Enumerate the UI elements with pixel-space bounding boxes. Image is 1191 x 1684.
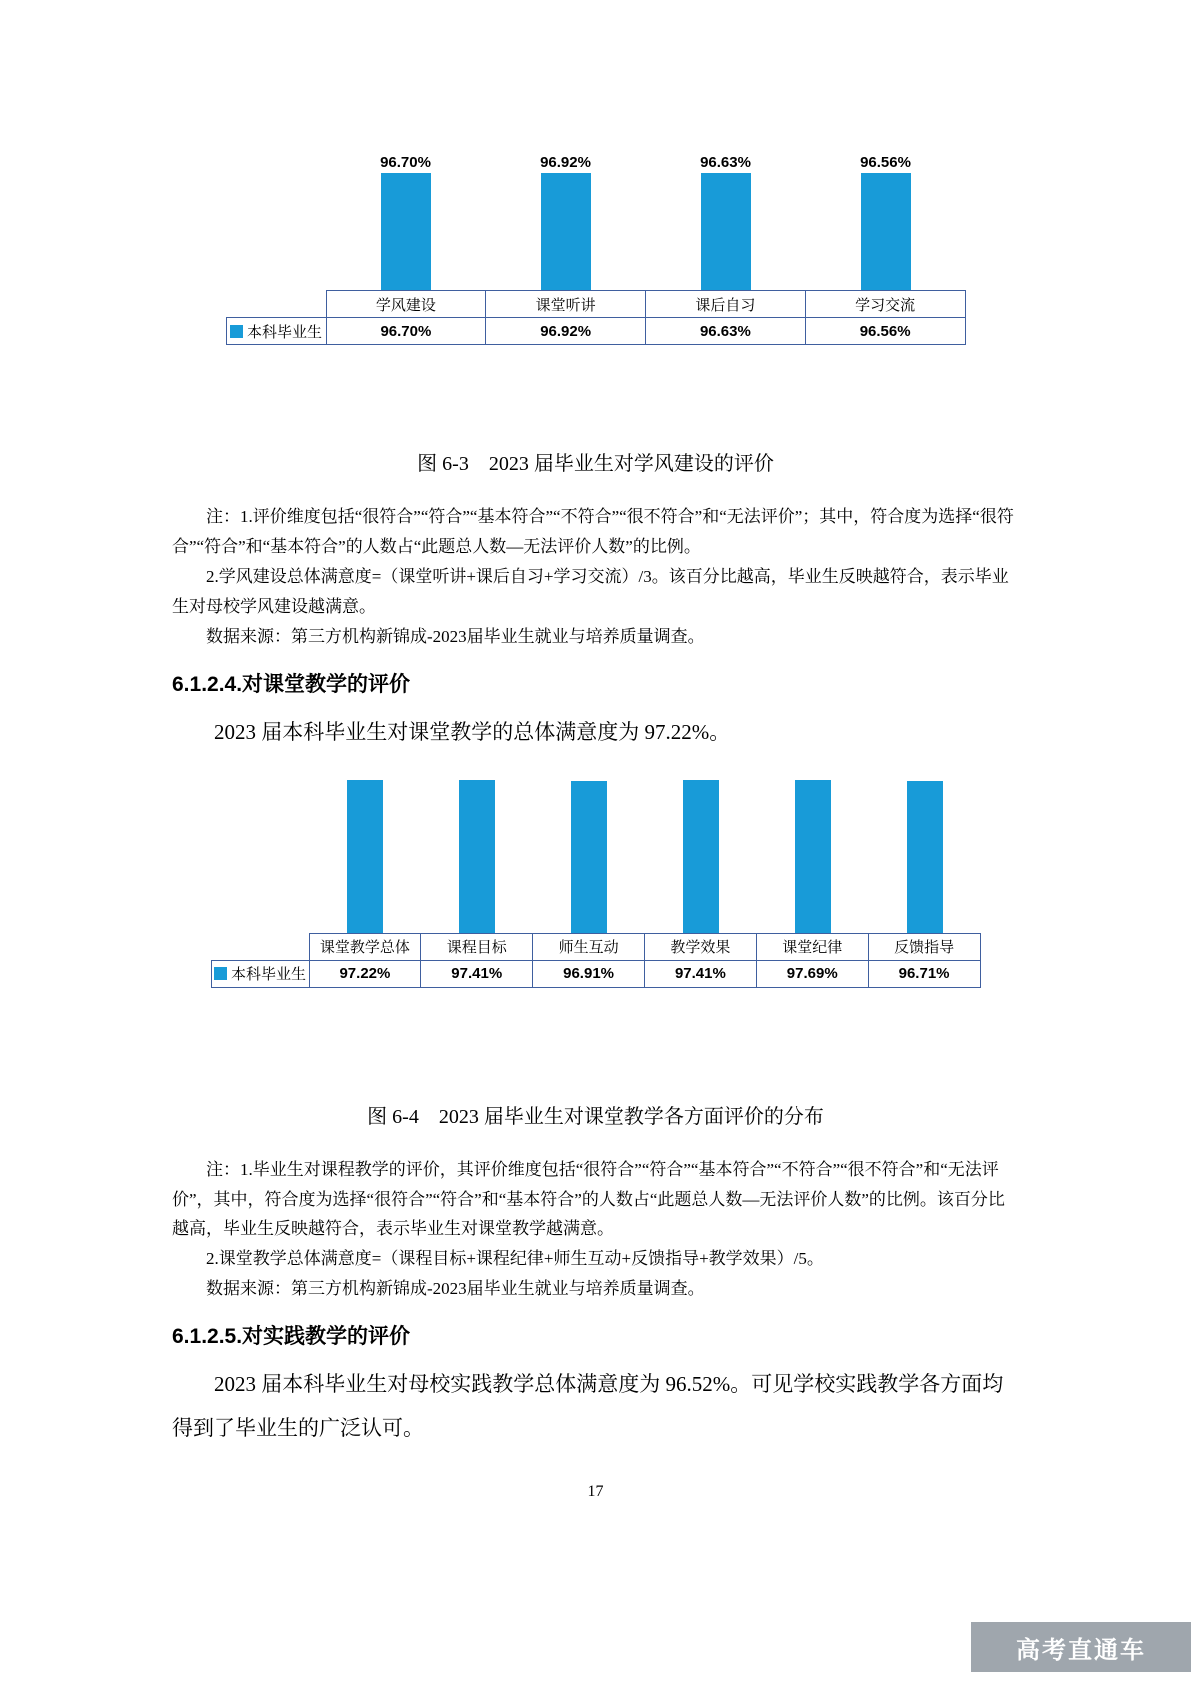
figure-6-3-data-table: [226, 290, 966, 345]
bar: [907, 781, 943, 933]
bar-column: [806, 150, 966, 290]
legend-label: 本科毕业生: [230, 967, 306, 984]
bar-value-label: 96.92%: [540, 153, 591, 171]
value-cell: 96.92%: [486, 318, 646, 345]
note-paragraph: 数据来源：第三方机构新锦成-2023届毕业生就业与培养质量调查。: [206, 1279, 705, 1299]
value-cell: 96.70%: [326, 318, 486, 345]
note-paragraph: 注：1.评价维度包括“很符合”“符合”“基本符合”“不符合”“很不符合”和“无法评价”；其中，符合度为选择“很符合”“符合”和“基本符合”的人数占“此题总人数—无法评价人数”的比例。: [172, 507, 1014, 556]
bar-column: [326, 150, 486, 290]
bar-column: [646, 150, 806, 290]
value-cell: 97.22%: [309, 960, 421, 987]
figure-6-4-data-table: [211, 933, 981, 988]
category-header-cell: 学习交流: [805, 291, 965, 318]
note-paragraph: 2.学风建设总体满意度=（课堂听讲+课后自习+学习交流）/3。该百分比越高，毕业生反映越符合，表示毕业生对母校学风建设越满意。: [172, 566, 1009, 616]
legend-spacer-cell: [226, 291, 326, 318]
bar: [701, 173, 751, 290]
bar-column: [757, 780, 869, 933]
bar-column: [486, 150, 646, 290]
figure-6-3-caption: 图 6-3 2023 届毕业生对学风建设的评价: [417, 453, 774, 475]
bar-column: [645, 780, 757, 933]
figure-6-4-notes: [172, 1155, 1019, 1305]
note-paragraph: 注：1.毕业生对课程教学的评价，其评价维度包括“很符合”“符合”“基本符合”“不符合”“很不符合”和“无法评价”，其中，符合度为选择“很符合”“符合”和“基本符合”的人数占“此题总人数—无法评价人数”的比例。该百分比越高，毕业生反映越符合，表示毕业生对课堂教学越满意。: [172, 1159, 1005, 1239]
figure-6-3-bars: [326, 150, 966, 290]
page-content: [0, 150, 1191, 1450]
bar: [381, 173, 431, 290]
figure-6-4-bars: [309, 780, 981, 933]
category-header-cell: 学风建设: [326, 291, 486, 318]
value-cell: 96.91%: [533, 960, 645, 987]
bar: [541, 173, 591, 290]
legend-marker-icon: [230, 325, 243, 338]
value-cell: 96.56%: [805, 318, 965, 345]
bar-value-label: 96.70%: [380, 154, 431, 171]
category-header-cell: 课堂纪律: [756, 933, 868, 960]
category-header-cell: 反馈指导: [868, 933, 980, 960]
bar: [861, 173, 911, 290]
legend-label: 本科毕业生: [246, 324, 322, 341]
bar: [459, 780, 495, 933]
bar: [683, 780, 719, 933]
legend-spacer-cell: [211, 933, 309, 960]
figure-6-4-chart: [211, 780, 981, 988]
bar: [795, 780, 831, 933]
note-paragraph: 数据来源：第三方机构新锦成-2023届毕业生就业与培养质量调查。: [206, 626, 705, 646]
figure-6-3-notes: [172, 502, 1019, 652]
value-cell: 97.69%: [756, 960, 868, 987]
section-heading-6-1-2-5: 6.1.2.5.对实践教学的评价: [172, 1325, 411, 1349]
note-paragraph: 2.课堂教学总体满意度=（课程目标+课程纪律+师生互动+反馈指导+教学效果）/5。: [206, 1249, 824, 1269]
figure-6-4-caption: 图 6-4 2023 届毕业生对课堂教学各方面评价的分布: [367, 1105, 824, 1128]
category-header-cell: 师生互动: [533, 933, 645, 960]
bar-column: [869, 780, 981, 933]
legend-cell: [226, 318, 326, 345]
body-paragraph: 2023 届本科毕业生对课堂教学的总体满意度为 97.22%。: [214, 719, 731, 744]
bar: [347, 780, 383, 933]
value-cell: 97.41%: [421, 960, 533, 987]
watermark-badge: 高考直通车: [971, 1622, 1191, 1672]
bar: [571, 781, 607, 933]
body-paragraph: 2023 届本科毕业生对母校实践教学总体满意度为 96.52%。可见学校实践教学各方面均得到了毕业生的广泛认可。: [172, 1372, 1004, 1441]
legend-cell: [211, 960, 309, 987]
category-header-cell: 教学效果: [644, 933, 756, 960]
category-header-cell: 课堂教学总体: [309, 933, 421, 960]
figure-6-3-chart: [226, 150, 966, 345]
bar-value-label: 96.56%: [860, 154, 911, 172]
section-heading-6-1-2-4: 6.1.2.4.对课堂教学的评价: [172, 672, 411, 696]
value-cell: 96.63%: [646, 318, 806, 345]
value-cell: 96.71%: [868, 960, 980, 987]
value-cell: 97.41%: [644, 960, 756, 987]
page-number: 17: [587, 1483, 604, 1500]
category-header-cell: 课堂听讲: [486, 291, 646, 318]
bar-value-label: 96.63%: [700, 154, 751, 172]
legend-marker-icon: [214, 967, 227, 980]
category-header-cell: 课后自习: [646, 291, 806, 318]
category-header-cell: 课程目标: [421, 933, 533, 960]
bar-column: [421, 780, 533, 933]
bar-column: [309, 780, 421, 933]
bar-column: [533, 780, 645, 933]
